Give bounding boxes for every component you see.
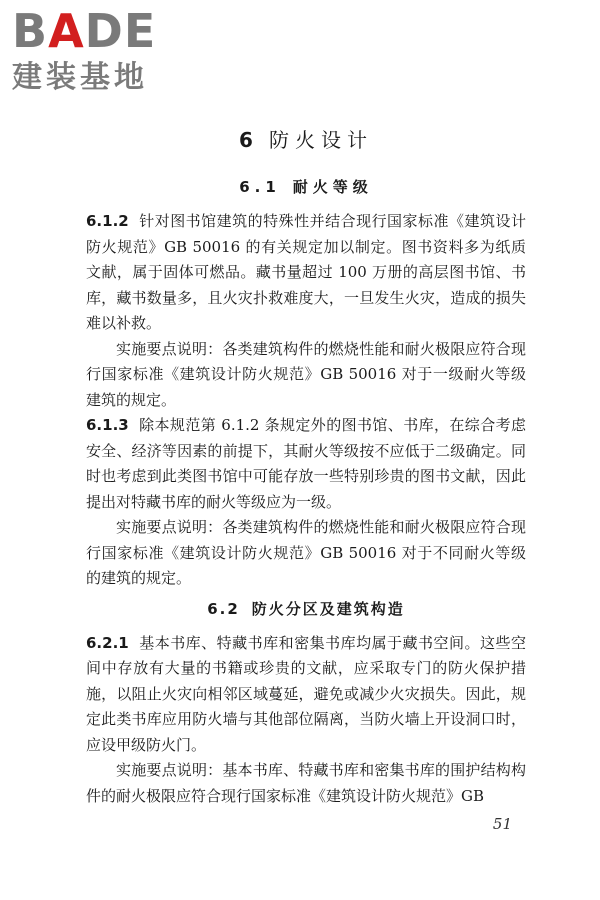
paragraph-text: 实施要点说明：基本书库、特藏书库和密集书库的围护结构构件的耐火极限应符合现行国家标准《建筑设计防火规范》GB bbox=[86, 761, 526, 805]
paragraph-text: 实施要点说明：各类建筑构件的燃烧性能和耐火极限应符合现行国家标准《建筑设计防火规范》GB 50016 对于一级耐火等级建筑的规定。 bbox=[86, 339, 526, 409]
implementation-note bbox=[86, 337, 526, 414]
bade-logo bbox=[12, 4, 182, 98]
paragraph-text: 针对图书馆建筑的特殊性并结合现行国家标准《建筑设计防火规范》GB 50016 的有关规定加以制定。图书资料多为纸质文献，属于固体可燃品。藏书量超过 100 万册的高层图书馆、书库，藏书数量多，且火灾扑救难度大，一旦发生火灾，造成的损失难以补救。 bbox=[86, 212, 526, 332]
paragraph-text: 实施要点说明：各类建筑构件的燃烧性能和耐火极限应符合现行国家标准《建筑设计防火规范》GB 50016 对于不同耐火等级的建筑的规定。 bbox=[86, 518, 526, 587]
chapter-title bbox=[86, 125, 526, 155]
page-content bbox=[86, 125, 526, 809]
clause-number: 6.2.1 bbox=[86, 633, 129, 652]
chapter-title-text: 防火设计 bbox=[268, 128, 373, 152]
paragraph-text: 除本规范第 6.1.2 条规定外的图书馆、书库，在综合考虑安全、经济等因素的前提下，其耐火等级按不应低于二级确定。同时也考虑到此类图书馆中可能存放一些特别珍贵的图书文献，因此提出对特藏书库的耐火等级应为一级。 bbox=[86, 416, 526, 511]
clause-paragraph bbox=[86, 413, 526, 515]
clause-paragraph bbox=[86, 631, 526, 759]
clause-number: 6.1.3 bbox=[86, 416, 129, 434]
section-title-6-2: 6.2 防火分区及建筑构造 bbox=[207, 599, 405, 618]
clause-number: 6.1.2 bbox=[86, 212, 129, 230]
logo-wordmark: BADE bbox=[12, 4, 157, 58]
implementation-note bbox=[86, 758, 526, 809]
clause-paragraph bbox=[86, 209, 526, 337]
section-title-6-1: 6.1 耐火等级 bbox=[239, 178, 373, 196]
paragraph-text: 基本书库、特藏书库和密集书库均属于藏书空间。这些空间中存放有大量的书籍或珍贵的文献，应采取专门的防火保护措施，以阻止火灾向相邻区域蔓延，避免或减少火灾损失。因此，规定此类书库应用防火墙与其他部位隔离，当防火墙上开设洞口时，应设甲级防火门。 bbox=[86, 633, 526, 754]
logo-subtitle: 建装基地 bbox=[12, 60, 148, 95]
implementation-note bbox=[86, 515, 526, 592]
page-number: 51 bbox=[492, 815, 512, 833]
chapter-number: 6 bbox=[239, 128, 259, 152]
